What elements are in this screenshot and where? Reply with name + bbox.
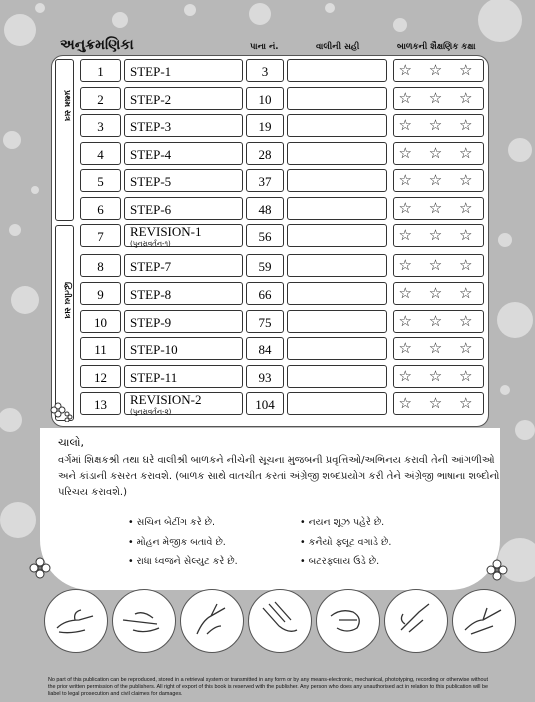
row-title <box>124 254 243 277</box>
row-number: 12 <box>80 365 121 388</box>
row-title-text: STEP-10 <box>130 342 178 357</box>
row-page: 56 <box>246 224 284 247</box>
row-number: 8 <box>80 254 121 277</box>
column-header-signature: વાલીની સહી <box>316 42 360 52</box>
row-subtitle: (પુનરાવર્તન-૧) <box>130 240 171 248</box>
table-row <box>80 224 485 249</box>
row-title <box>124 87 243 110</box>
hand-salute-icon <box>180 589 244 653</box>
row-number: 11 <box>80 337 121 360</box>
star-rating[interactable]: ☆ ☆ ☆ <box>393 254 484 277</box>
activity-item: • નયન શૂઝ પહેરે છે. <box>300 517 385 528</box>
row-title <box>124 365 243 388</box>
star-rating[interactable]: ☆ ☆ ☆ <box>393 365 484 388</box>
signature-box[interactable] <box>287 224 387 247</box>
star-rating[interactable]: ☆ ☆ ☆ <box>393 310 484 333</box>
column-header-rating: બાળકની શૈક્ષણિક કક્ષા <box>397 42 476 52</box>
section-label-first-term: પ્રથમ સત્ર <box>63 90 72 122</box>
signature-box[interactable] <box>287 169 387 192</box>
row-title-text: STEP-1 <box>130 64 172 79</box>
star-rating[interactable]: ☆ ☆ ☆ <box>393 282 484 305</box>
row-page: 19 <box>246 114 284 137</box>
row-number: 5 <box>80 169 121 192</box>
row-title-text: STEP-6 <box>130 201 172 217</box>
table-row <box>80 142 485 167</box>
star-rating[interactable]: ☆ ☆ ☆ <box>393 392 484 415</box>
row-number: 6 <box>80 197 121 220</box>
row-title <box>124 197 243 220</box>
hand-extra-icon <box>452 589 516 653</box>
hand-butterfly-icon <box>384 589 448 653</box>
row-title-text: STEP-9 <box>130 314 172 330</box>
row-title <box>124 142 243 165</box>
row-title <box>124 337 243 360</box>
copyright-notice: No part of this publication can be reproduced, stored in a retrieval system or transmitted in any form or by any means-electronic, mechanical, phototyping, recording or otherwise without the prior written permission of the publishers. All right of export of this book is reserved with the publisher. Any person who does any unauthorised act in relation to this publication will be liabel to legal prosecution and civil claimes for damages. <box>48 677 488 697</box>
instruction-greeting: ચાલો, <box>58 436 85 449</box>
table-row <box>80 392 485 417</box>
row-subtitle: (પુનરાવર્તન-૨) <box>130 408 172 416</box>
row-page: 75 <box>246 310 284 333</box>
signature-box[interactable] <box>287 142 387 165</box>
hand-magic-icon <box>112 589 176 653</box>
activity-item: • બટરફ્લાય ઉડે છે. <box>300 556 380 567</box>
row-title-text: STEP-5 <box>130 174 172 189</box>
table-row <box>80 87 485 112</box>
signature-box[interactable] <box>287 310 387 333</box>
section-bar-second-term <box>55 225 74 421</box>
table-row <box>80 114 485 139</box>
hand-shoes-icon <box>248 589 312 653</box>
row-title-text: STEP-7 <box>130 259 172 274</box>
table-row <box>80 282 485 307</box>
row-title-text: STEP-11 <box>130 369 178 385</box>
row-title <box>124 282 243 305</box>
table-row <box>80 59 485 84</box>
row-title <box>124 169 243 192</box>
row-title <box>124 392 243 415</box>
row-title <box>124 224 243 247</box>
activity-item: • કનૈયો ફ્લૂટ વગાડે છે. <box>300 537 392 548</box>
flower-decoration-icon <box>485 558 509 582</box>
row-number: 7 <box>80 224 121 247</box>
star-rating[interactable]: ☆ ☆ ☆ <box>393 337 484 360</box>
section-bar-first-term <box>55 59 74 221</box>
table-row <box>80 310 485 335</box>
signature-box[interactable] <box>287 365 387 388</box>
hand-batting-icon <box>44 589 108 653</box>
star-rating[interactable]: ☆ ☆ ☆ <box>393 169 484 192</box>
row-page: 10 <box>246 87 284 110</box>
row-title-text: STEP-3 <box>130 119 172 134</box>
row-page: 93 <box>246 365 284 388</box>
star-rating[interactable]: ☆ ☆ ☆ <box>393 114 484 137</box>
instruction-paragraph: વર્ગમાં શિક્ષકશ્રી તથા ઘરે વાલીશ્રી બાળકને નીચેની સૂચના મુજબની પ્રવૃત્તિઓ/અભિનય કરાવી તેની આંગળીઓ અને કાંડાની કસરત કરાવશે. (બાળક સાથે વાતચીત કરતાં અંગ્રેજી શબ્દપ્રયોગ કરી તેને અંગ્રેજી ભાષાના શબ્દોનો પરિચય કરાવશે.) <box>58 455 500 498</box>
star-rating[interactable]: ☆ ☆ ☆ <box>393 142 484 165</box>
row-page: 104 <box>246 392 284 415</box>
table-row <box>80 197 485 222</box>
signature-box[interactable] <box>287 392 387 415</box>
row-page: 37 <box>246 169 284 192</box>
row-page: 28 <box>246 142 284 165</box>
activity-item: • રાધા ધ્વજને સેલ્યુટ કરે છે. <box>128 556 238 567</box>
activity-item: • સચિન બેટીંગ કરે છે. <box>128 517 215 528</box>
row-title <box>124 114 243 137</box>
signature-box[interactable] <box>287 87 387 110</box>
signature-box[interactable] <box>287 197 387 220</box>
signature-box[interactable] <box>287 282 387 305</box>
row-title-text: STEP-8 <box>130 287 172 302</box>
star-rating[interactable]: ☆ ☆ ☆ <box>393 87 484 110</box>
row-page: 48 <box>246 197 284 220</box>
row-title <box>124 310 243 333</box>
row-title <box>124 59 243 82</box>
hand-flute-icon <box>316 589 380 653</box>
row-number: 2 <box>80 87 121 110</box>
row-title-text: STEP-2 <box>130 91 172 107</box>
row-page: 84 <box>246 337 284 360</box>
row-number: 4 <box>80 142 121 165</box>
star-rating[interactable]: ☆ ☆ ☆ <box>393 59 484 82</box>
table-row <box>80 254 485 279</box>
flower-decoration-icon <box>28 556 52 580</box>
row-page: 66 <box>246 282 284 305</box>
row-number: 13 <box>80 392 121 415</box>
row-page: 59 <box>246 254 284 277</box>
signature-box[interactable] <box>287 114 387 137</box>
column-header-page: પાના નં. <box>250 42 279 52</box>
table-row <box>80 365 485 390</box>
star-rating[interactable]: ☆ ☆ ☆ <box>393 224 484 247</box>
table-row <box>80 169 485 194</box>
page-title: અનુક્રમણિકા <box>60 37 134 53</box>
row-title-text: STEP-4 <box>130 146 172 162</box>
flower-decoration-icon <box>50 400 74 422</box>
signature-box[interactable] <box>287 337 387 360</box>
row-page: 3 <box>246 59 284 82</box>
signature-box[interactable] <box>287 254 387 277</box>
table-row <box>80 337 485 362</box>
row-title-text: REVISION-1 <box>130 224 202 239</box>
row-number: 1 <box>80 59 121 82</box>
row-number: 10 <box>80 310 121 333</box>
row-title-text: REVISION-2 <box>130 392 202 407</box>
row-number: 9 <box>80 282 121 305</box>
section-label-second-term: દ્વિતીય સત્ર <box>63 282 72 319</box>
row-number: 3 <box>80 114 121 137</box>
activity-item: • મોહન મેજીક બતાવે છે. <box>128 537 226 548</box>
star-rating[interactable]: ☆ ☆ ☆ <box>393 197 484 220</box>
signature-box[interactable] <box>287 59 387 82</box>
